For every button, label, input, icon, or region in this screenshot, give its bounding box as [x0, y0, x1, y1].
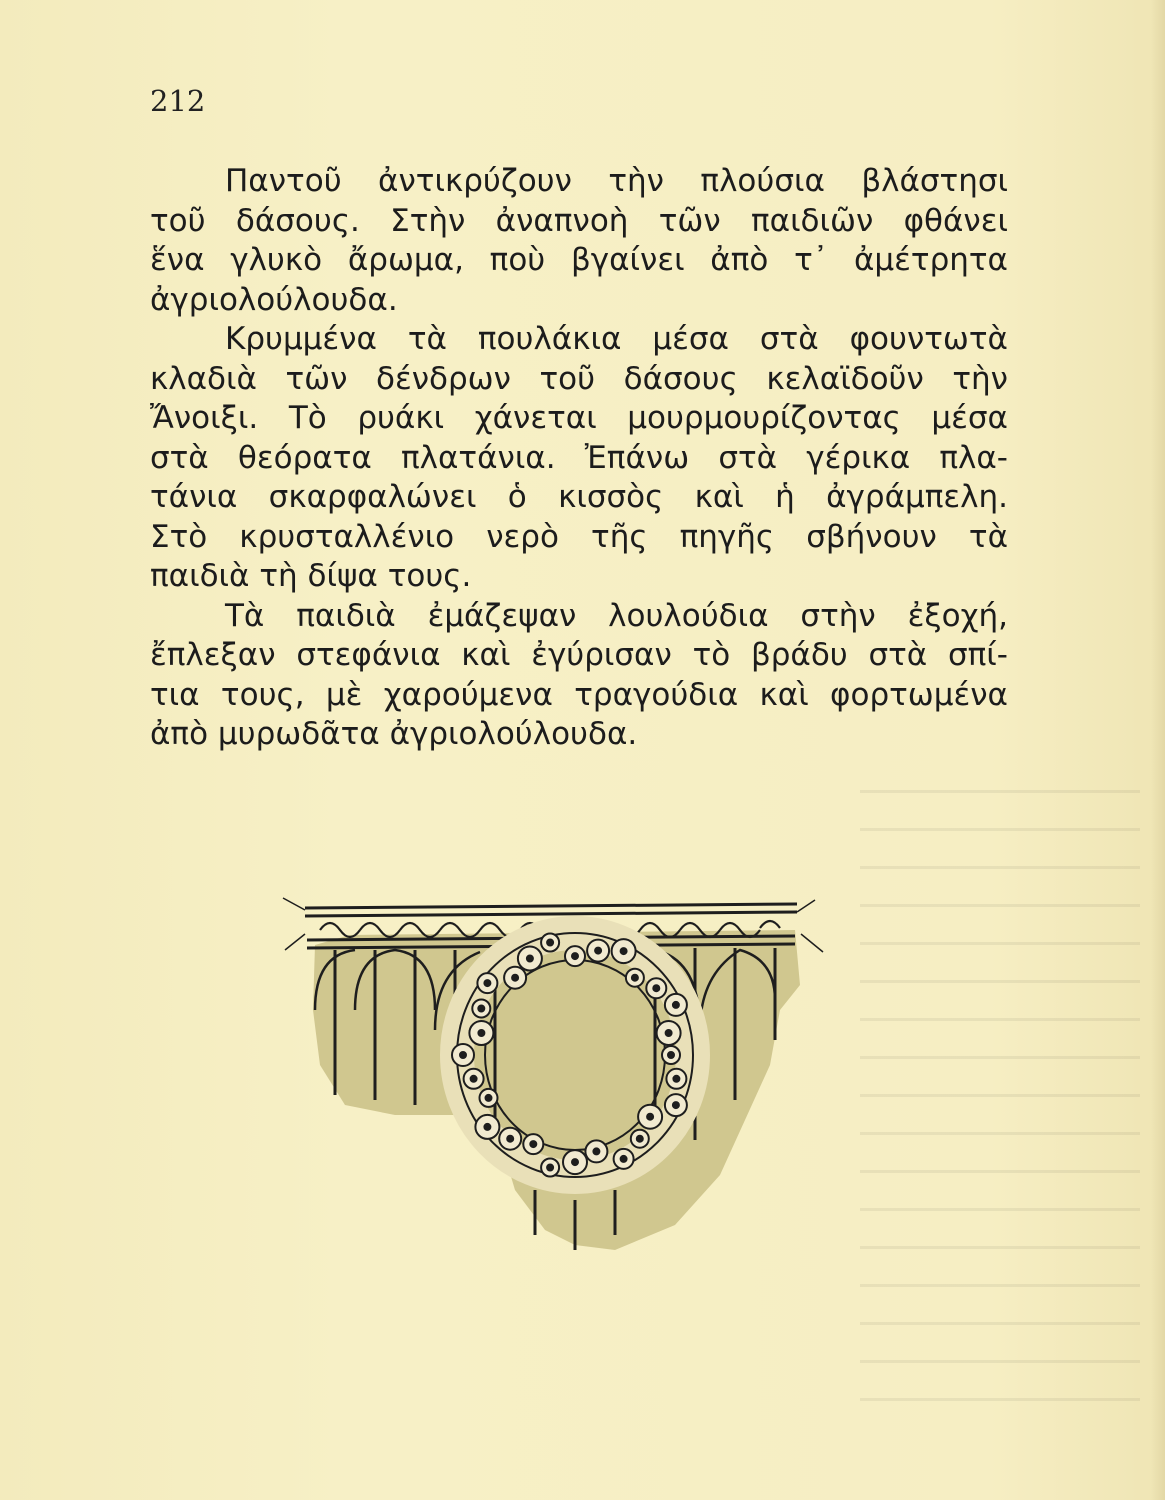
wreath-flower-center [471, 1076, 477, 1082]
page-number: 212 [150, 84, 206, 118]
wreath-flower-center [593, 1148, 599, 1154]
wreath-flower-center [530, 1141, 536, 1147]
wreath-flower-center [572, 953, 578, 959]
wreath-flower-center [673, 1102, 679, 1108]
paragraph-1 [150, 162, 1008, 320]
wreath-flower-center [595, 948, 601, 954]
wreath-flower-center [621, 1156, 627, 1162]
text-line: τάνια σκαρφαλώνει ὁ κισσὸς καὶ ἡ ἀγράμπελη. [150, 479, 1008, 515]
wreath-flower-center [666, 1030, 672, 1036]
body-text [150, 162, 1008, 755]
text-line: κλαδιὰ τῶν δένδρων τοῦ δάσους κελαϊδοῦν τὴν [150, 360, 1008, 397]
wreath-flower-center [673, 1076, 679, 1082]
wreath-flower-center [637, 1136, 643, 1142]
wreath-flower-center [507, 1136, 513, 1142]
text-line: τοῦ δάσους. Στὴν ἀναπνοὴ τῶν παιδιῶν φθάνει [150, 202, 1008, 239]
text-line: Ἄνοιξι. Τὸ ρυάκι χάνεται μουρμουρίζοντας μέσα [150, 400, 1008, 436]
text-line: Στὸ κρυσταλλένιο νερὸ τῆς πηγῆς σβήνουν τὰ [150, 518, 1008, 555]
wreath-flower-center [547, 940, 553, 946]
text-line: ἔπλεξαν στεφάνια καὶ ἐγύρισαν τὸ βράδυ στὰ σπί- [150, 637, 1008, 673]
text-line: ἀγριολούλουδα. [150, 281, 398, 318]
wreath-flower-center [527, 956, 533, 962]
wreath-flower-center [647, 1114, 653, 1120]
wreath-flower-center [512, 975, 518, 981]
page-edge-shadow [1151, 0, 1165, 1500]
text-line: παιδιὰ τὴ δίψα τους. [150, 558, 472, 594]
text-line: Τὰ παιδιὰ ἐμάζεψαν λουλούδια στὴν ἐξοχή, [225, 597, 1008, 634]
wreath-flower-center [621, 948, 627, 954]
wreath-flower-center [484, 1124, 490, 1130]
text-line: ἕνα γλυκὸ ἄρωμα, ποὺ βγαίνει ἀπὸ τ᾿ ἀμέτρητα [150, 242, 1008, 278]
text-line: Κρυμμένα τὰ πουλάκια μέσα στὰ φουντωτὰ [225, 321, 1008, 357]
wreath-flower-center [484, 980, 490, 986]
paragraph-2 [150, 320, 1008, 597]
olive-wash [313, 930, 800, 1250]
wreath-flower-center [486, 1095, 492, 1101]
wreath-flower-center [653, 985, 659, 991]
wreath-flower-center [478, 1030, 484, 1036]
text-line: Παντοῦ ἀντικρύζουν τὴν πλούσια βλάστησι [225, 163, 1008, 199]
wreath-flower-center [547, 1165, 553, 1171]
wreath-flower-center [673, 1002, 679, 1008]
wreath-flower-center [572, 1159, 578, 1165]
text-line: τια τους, μὲ χαρούμενα τραγούδια καὶ φορτωμένα [150, 676, 1008, 713]
text-line: ἀπὸ μυρωδᾶτα ἀγριολούλουδα. [150, 716, 638, 752]
wreath-flower-center [478, 1006, 484, 1012]
wreath-flower-center [460, 1052, 466, 1058]
text-line: στὰ θεόρατα πλατάνια. Ἐπάνω στὰ γέρικα πλα- [150, 439, 1008, 476]
wreath-flower-center [668, 1052, 674, 1058]
wreath-flower-center [632, 975, 638, 981]
paragraph-3 [150, 597, 1008, 755]
balcony-wreath-illustration [275, 890, 835, 1260]
show-through-text [860, 790, 1140, 1430]
